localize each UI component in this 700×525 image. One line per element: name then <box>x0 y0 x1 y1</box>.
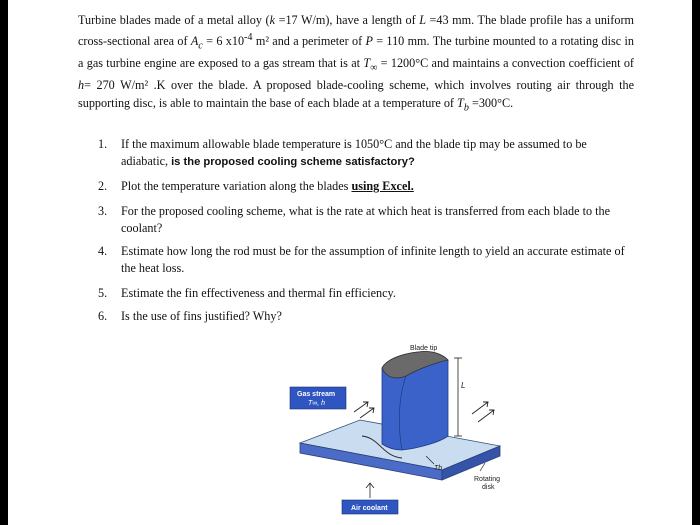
turbine-blade-figure <box>270 338 560 523</box>
length-label: L <box>461 381 466 390</box>
problem-statement: Turbine blades made of a metal alloy (k =17 W/m), have a length of L =43 mm. The blade profile has a uniform cross-sectional area of $A_c = 6$ $x10^{-4}$ m² and a perimeter of P = 110 mm. The turbine mounted to a rotating disc in a gas turbine engine are exposed to a gas stream that is at $T_\infty = 1200^\circ C$ and maintains a convection coefficient of h= 270 W/m² .K over the blade. A proposed blade-cooling scheme, which involves routing air through the supporting disc, is able to maintain the base of each blade at a temperature of $T_b =300^\circ C$. <box>78 13 634 113</box>
rotating-disk-label-2: disk <box>482 484 495 491</box>
gas-stream-symbols: T∞, h <box>308 400 326 407</box>
rotating-disk-label-1: Rotating <box>474 476 501 483</box>
gas-stream-label: Gas stream <box>297 391 336 398</box>
blade-tip-label: Blade tip <box>410 345 438 352</box>
base-temperature-label: Tb <box>434 465 443 472</box>
page: Turbine blades made of a metal alloy (k =17 W/m), have a length of L =43 mm. The blade profile has a uniform cross-sectional area of $A_c = 6$ $x10^{-4}$ m² and a perimeter of P = 110 mm. The turbine mounted to a rotating disc in a gas turbine engine are exposed to a gas stream that is at $T_\infty = 1200^\circ C$ and maintains a convection coefficient of h= 270 W/m² .K over the blade. A proposed blade-cooling scheme, which involves routing air through the supporting disc, is able to maintain the base of each blade at a temperature of $T_b =300^\circ C$. 1. If the maximum allowable blade temperature is 1050°C and the blade tip may be assumed to be adiabatic, is the proposed cooling scheme satisfactory? 2. Plot the temperature variation along the blades using Excel. 3. For the proposed cooling scheme, what is the rate at which heat is transferred from each blade to the coolant? 4. Estimate how long the rod must be for the assumption of infinite length to yield an accurate estimate of the heat loss. 5. Estimate the fin effectiveness and thermal fin efficiency. 6. Is the use of fins justified? Why? L Tb Blade tip Gas stream T∞, h Rotating disk Air coolant <box>8 0 692 525</box>
air-coolant-label: Air coolant <box>351 505 388 512</box>
